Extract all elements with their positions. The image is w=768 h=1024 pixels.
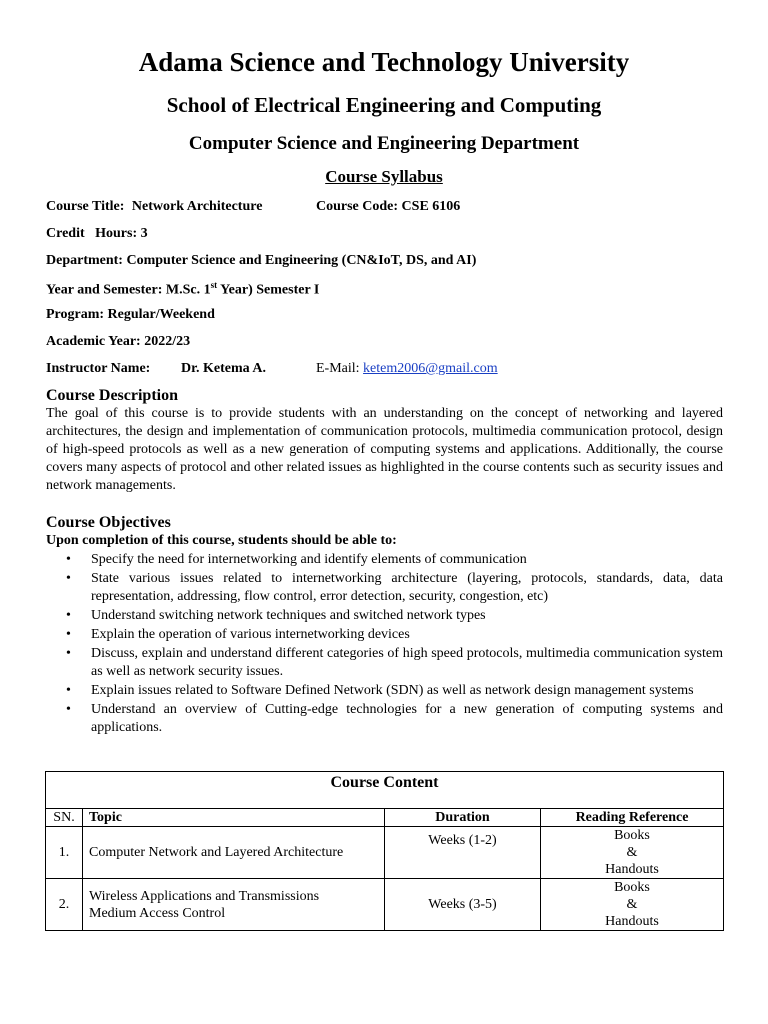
bullet-icon: • — [66, 702, 71, 717]
objective-text: Discuss, explain and understand different categories of high speed protocols, multimedia communication system as well as network security issues. — [91, 646, 723, 679]
row-topic — [83, 879, 385, 931]
objective-text: Understand an overview of Cutting-edge technologies for a new generation of computing systems and applications. — [91, 702, 723, 735]
bullet-icon: • — [66, 552, 71, 567]
year-semester-prefix: Year and Semester: M.Sc. 1 — [46, 282, 211, 298]
objective-text: Explain the operation of various internetworking devices — [91, 627, 410, 642]
school-name: School of Electrical Engineering and Computing — [166, 93, 602, 117]
objective-text: State various issues related to internetworking architecture (layering, protocols, standards, data, data representation, addressing, flow control, error detection, security, congestion, etc) — [91, 571, 723, 604]
email-link[interactable]: ketem2006@gmail.com — [363, 361, 498, 376]
table-header-row — [46, 809, 724, 827]
objective-item — [46, 570, 723, 606]
objective-item — [46, 626, 723, 644]
year-semester-suffix: Year) Semester I — [217, 282, 320, 298]
header-duration: Duration — [385, 809, 541, 827]
description-text: The goal of this course is to provide students with an understanding on the concept of networking and layered architectures, the design and implementation of communication protocols, multimedia communication protocol, design of high-speed protocols as well as a new generation of computing systems and applications. Additionally, the course covers many aspects of protocol and other related issues as highlighted in the course contents such as security issues and network managements. — [46, 406, 723, 493]
objective-item — [46, 607, 723, 625]
instructor-name: Dr. Ketema A. — [181, 361, 267, 376]
header-reference: Reading Reference — [541, 809, 724, 827]
bullet-icon: • — [66, 646, 71, 661]
table-row — [46, 879, 724, 931]
objectives-intro: Upon completion of this course, students should be able to: — [46, 533, 397, 548]
row-reference — [541, 879, 724, 931]
university-name: Adama Science and Technology University — [138, 47, 630, 77]
email-label: E-Mail: — [316, 361, 364, 376]
objective-text: Specify the need for internetworking and identify elements of communication — [91, 552, 527, 567]
row-duration: Weeks (1-2) — [385, 827, 541, 879]
objectives-list — [46, 551, 723, 738]
program: Program: Regular/Weekend — [46, 307, 215, 322]
email-row — [316, 361, 498, 377]
objective-item — [46, 701, 723, 737]
department-name: Computer Science and Engineering Department — [188, 133, 580, 154]
reference-line: & — [626, 845, 638, 860]
bullet-icon: • — [66, 627, 71, 642]
reference-line: & — [626, 897, 638, 912]
row-topic-line: Wireless Applications and Transmissions — [89, 888, 320, 904]
course-title-row — [46, 199, 262, 215]
academic-year: Academic Year: 2022/23 — [46, 334, 191, 349]
credit-hours: Credit Hours: 3 — [46, 226, 148, 241]
row-duration: Weeks (3-5) — [385, 879, 541, 931]
reference-line: Books — [614, 880, 650, 895]
row-reference — [541, 827, 724, 879]
course-code: Course Code: CSE 6106 — [316, 199, 461, 214]
objective-text: Understand switching network techniques and switched network types — [91, 608, 486, 623]
bullet-icon: • — [66, 571, 71, 586]
reference-line: Handouts — [605, 914, 659, 929]
course-title-label: Course Title: — [46, 199, 125, 214]
row-sn: 2. — [46, 879, 83, 931]
course-title-value: Network Architecture — [131, 199, 263, 214]
objective-text: Explain issues related to Software Defined Network (SDN) as well as network design management systems — [91, 683, 694, 698]
instructor-label: Instructor Name: — [46, 361, 151, 376]
table-title: Course Content — [46, 772, 724, 809]
reference-line: Handouts — [605, 862, 659, 877]
objectives-title: Course Objectives — [46, 514, 171, 531]
objective-item — [46, 551, 723, 569]
header-sn: SN. — [46, 809, 83, 827]
objective-item — [46, 645, 723, 681]
row-topic-line: Computer Network and Layered Architecture — [89, 844, 344, 860]
document-title: Course Syllabus — [325, 167, 443, 186]
table-row — [46, 827, 724, 879]
row-sn: 1. — [46, 827, 83, 879]
course-content-table — [45, 771, 724, 931]
objective-item — [46, 682, 723, 700]
row-topic — [83, 827, 385, 879]
row-topic-line: Medium Access Control — [89, 905, 226, 921]
department-info: Department: Computer Science and Engineering (CN&IoT, DS, and AI) — [46, 253, 477, 268]
year-semester — [46, 280, 319, 299]
reference-line: Books — [614, 828, 650, 843]
year-semester-sup: st — [210, 280, 218, 290]
bullet-icon: • — [66, 683, 71, 698]
description-title: Course Description — [46, 387, 178, 404]
bullet-icon: • — [66, 608, 71, 623]
header-topic: Topic — [83, 809, 385, 827]
